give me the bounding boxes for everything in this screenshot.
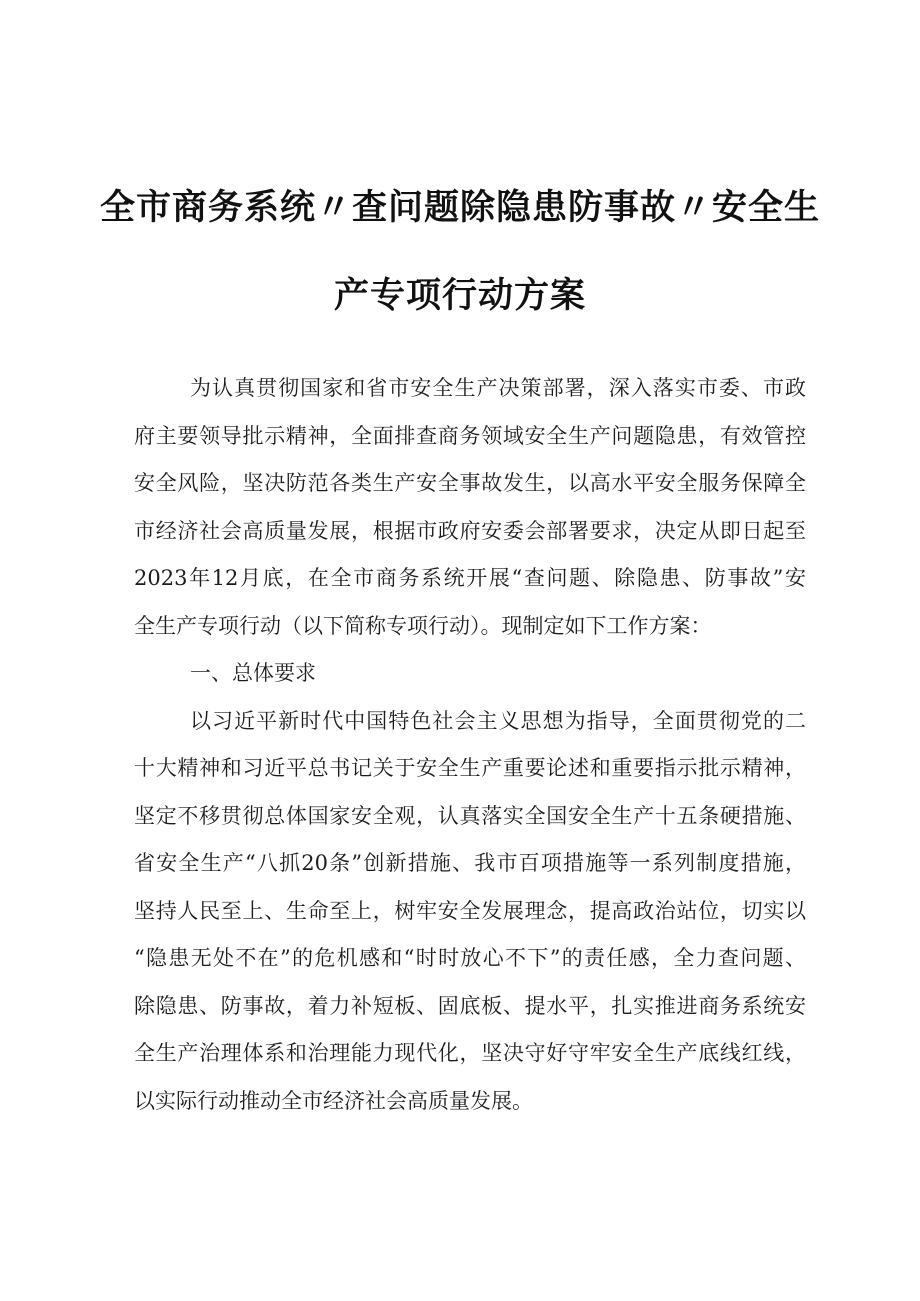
paragraph-1-line: 市经济社会高质量发展，根据市政府安委会部署要求，决定从即日起至 [134, 518, 806, 543]
document-title-line-1: 全市商务系统〃查问题除隐患防事故〃安全生 [100, 188, 821, 228]
paragraph-1-line: 2023年12月底，在全市商务系统开展“查问题、除隐患、防事故”安 [134, 566, 806, 590]
paragraph-1-line: 为认真贯彻国家和省市安全生产决策部署，深入落实市委、市政 [190, 376, 806, 400]
paragraph-2-line: “隐患无处不在”的危机感和“时时放心不下”的责任感，全力查问题、 [134, 946, 806, 970]
paragraph-2-line: 坚持人民至上、生命至上，树牢安全发展理念，提高政治站位，切实以 [134, 898, 806, 923]
document-title-line-2: 产专项行动方案 [333, 276, 586, 316]
paragraph-2-line: 以习近平新时代中国特色社会主义思想为指导，全面贯彻党的二 [190, 708, 806, 733]
paragraph-2-line: 以实际行动推动全市经济社会高质量发展。 [134, 1088, 533, 1113]
paragraph-2-line: 全生产治理体系和治理能力现代化，坚决守好守牢安全生产底线红线， [134, 1041, 806, 1065]
section-1-heading: 一、总体要求 [190, 661, 316, 685]
paragraph-1-line: 安全风险，坚决防范各类生产安全事故发生，以高水平安全服务保障全 [134, 471, 806, 495]
document-body [134, 365, 806, 1125]
paragraph-2-line: 省安全生产“八抓20条”创新措施、我市百项措施等一系列制度措施， [134, 851, 806, 875]
paragraph-2-line: 除隐患、防事故，着力补短板、固底板、提水平，扎实推进商务系统安 [134, 993, 806, 1018]
paragraph-1-line: 全生产专项行动（以下简称专项行动）。现制定如下工作方案： [134, 613, 712, 638]
paragraph-1-line: 府主要领导批示精神，全面排查商务领域安全生产问题隐患，有效管控 [134, 423, 806, 448]
paragraph-2-line: 坚定不移贯彻总体国家安全观，认真落实全国安全生产十五条硬措施、 [134, 803, 806, 828]
paragraph-2-line: 十大精神和习近平总书记关于安全生产重要论述和重要指示批示精神， [134, 756, 806, 780]
